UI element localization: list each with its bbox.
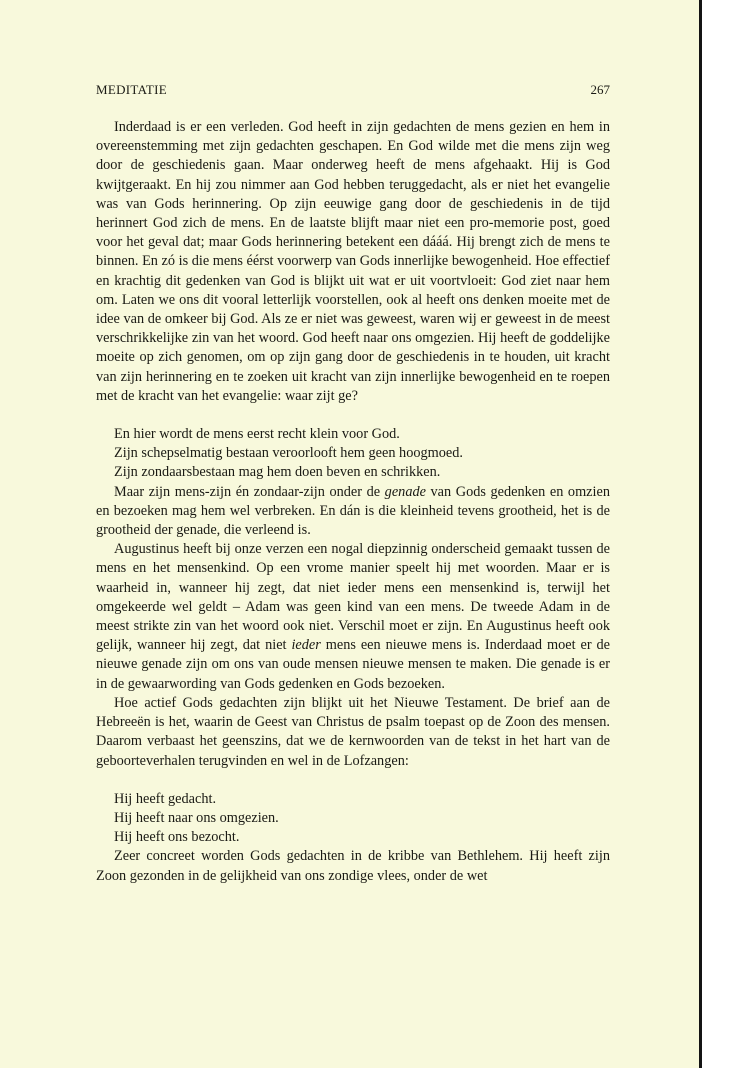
emphasis-ieder: ieder [291,637,321,654]
text-run: van Gods gedenken en omzien en bezoeken mag hem wel verbreken. En dán is die kleinheid tevens grootheid, het is de grootheid der genade, die verleend is. [96,483,610,539]
paragraph: Hij heeft ons bezocht. [114,829,240,846]
section-title: MEDITATIE [96,82,167,97]
paragraph [96,483,610,541]
text-run: Maar zijn mens-zijn én zondaar-zijn onder de [114,483,385,500]
paragraph: Hij heeft naar ons omgezien. [114,809,279,826]
paragraph-gap [96,406,610,425]
paragraph: Hij heeft gedacht. [114,790,217,807]
paragraph-gap [96,771,610,790]
body-text [96,118,610,886]
paragraph: Zeer concreet worden Gods gedachten in de kribbe van Bethlehem. Hij heeft zijn Zoon gezonden in de gelijkheid van ons zondige vlees, onder de wet [96,848,610,884]
text-run: Augustinus heeft bij onze verzen een nogal diepzinnig onderscheid gemaakt tussen de mens en het mensenkind. Op een vrome manier speelt hij met woorden. Maar er is waarheid in, wanneer hij zegt, dat niet ieder mens een mensenkind is, terwijl het omgekeerde wel geldt – Adam was geen kind van een mens. De tweede Adam in de meest strikte zin van het woord ook niet. Verschil moet er zijn. En Augustinus heeft ook gelijk, wanneer hij zegt, dat niet [96,541,610,654]
running-header [96,80,610,100]
page-edge-shadow [699,0,702,1068]
paragraph: En hier wordt de mens eerst recht klein voor God. [114,426,400,443]
emphasis-genade: genade [384,483,426,500]
paragraph: Zijn schepselmatig bestaan veroorlooft hem geen hoogmoed. [114,445,463,462]
paragraph: Zijn zondaarsbestaan mag hem doen beven en schrikken. [114,464,441,481]
text-run: mens een nieuwe mens is. Inderdaad moet er de nieuwe genade zijn om ons van oude mensen nieuwe mensen te maken. Die genade is er in de gewaarwording van Gods gedenken en Gods bezoeken. [96,637,610,692]
page-number: 267 [590,82,610,97]
paragraph: Hoe actief Gods gedachten zijn blijkt uit het Nieuwe Testament. De brief aan de Hebreeën is het, waarin de Geest van Christus de psalm toepast op de Zoon des mensen. Daarom verbaast het geenszins, dat we de kernwoorden van de tekst in het hart van de geboorteverhalen terugvinden en wel in de Lofzangen: [96,694,610,769]
paragraph: Inderdaad is er een verleden. God heeft in zijn gedachten de mens gezien en hem in overeenstemming met zijn gedachten geschapen. En God wilde met die mens zijn weg door de geschiedenis gaan. Maar onderweg heeft de mens afgehaakt. Hij is God kwijtgeraakt. En hij zou nimmer aan God hebben teruggedacht, als er niet het evangelie was van Gods herinnering. Op zijn eeuwige gang door de geschiedenis in de tijd herinnert God zich de mens. En de laatste blijft maar niet een pro-memorie post, goed voor het geval dat; maar Gods herinnering betekent een dááá. Hij brengt zich de mens te binnen. En zó is die mens éérst voorwerp van Gods innerlijke bewogenheid. Hoe effectief en krachtig dit gedenken van God is blijkt uit wat er uit voortvloeit: God ziet naar hem om. Laten we ons dit vooral letterlijk voorstellen, ook al heeft ons denken moeite met de idee van de omkeer bij God. Als ze er niet was geweest, waren wij er geweest in de meest verschrikkelijke zin van het woord. God heeft naar ons omgezien. Hij heeft de goddelijke moeite op zich genomen, om op zijn gang door de geschiedenis in te houden, uit kracht van zijn herinnering en te zoeken uit kracht van zijn innerlijke bewogenheid en te roepen met de kracht van het evangelie: waar zijt ge? [96,119,610,404]
paragraph [96,540,610,694]
